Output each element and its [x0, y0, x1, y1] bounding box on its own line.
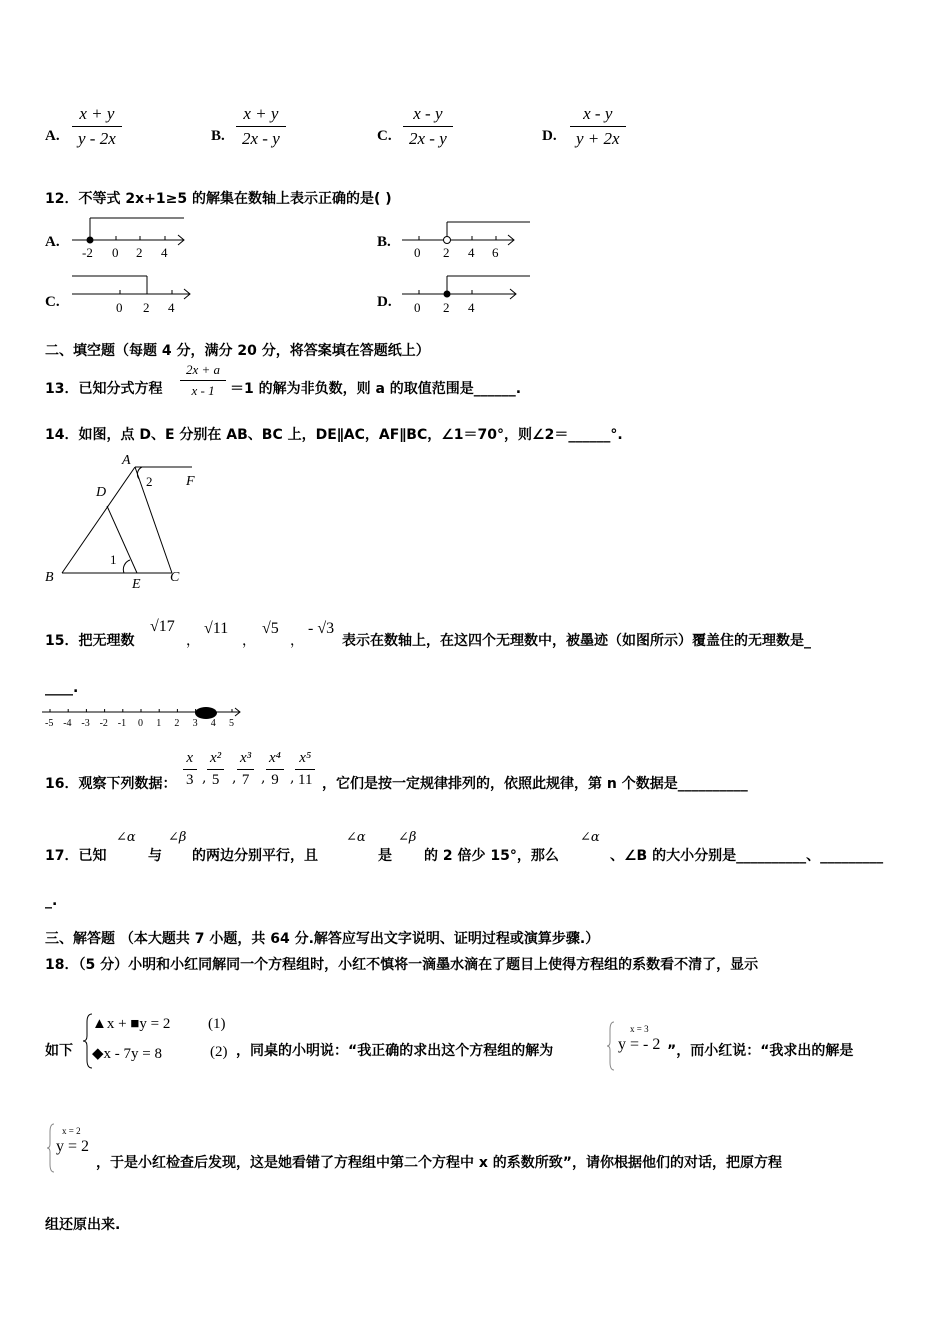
fraction	[570, 104, 626, 149]
tick-label: 2	[174, 718, 180, 729]
option-letter: B.	[211, 128, 225, 144]
q17-text: 是	[378, 848, 392, 864]
label-f: F	[186, 474, 195, 489]
q17-continuation: _.	[45, 893, 58, 909]
angle-alpha: ∠α	[346, 830, 366, 845]
tick-label: 0	[414, 300, 421, 315]
sqrt-11: √11	[204, 620, 229, 637]
tick-label: -2	[99, 718, 108, 729]
tick-label: 4	[468, 245, 475, 260]
q15-prefix: 15．把无理数	[45, 633, 135, 649]
numerator: x²	[210, 750, 222, 766]
sqrt-5: √5	[262, 620, 279, 637]
q16-prefix: 16．观察下列数据：	[45, 776, 177, 792]
solution-2-y: y = 2	[56, 1138, 90, 1155]
denominator: 3	[186, 772, 194, 788]
section-2-heading: 二、填空题（每题 4 分，满分 20 分，将答案填在答题纸上）	[45, 343, 430, 359]
tick-label: 4	[168, 300, 175, 315]
denominator: y + 2x	[576, 129, 620, 148]
number-line-a	[72, 214, 192, 262]
equation-1-number: (1)	[208, 1016, 226, 1032]
q14-geometry-figure	[40, 450, 215, 590]
tick-label: 5	[229, 718, 234, 729]
numerator: x	[186, 750, 194, 766]
fraction	[180, 362, 226, 399]
label-b: B	[45, 570, 54, 585]
label-d: D	[96, 485, 107, 500]
angle-beta: ∠β	[398, 830, 417, 845]
angle-alpha: ∠α	[580, 830, 600, 845]
tick-label: -4	[63, 718, 72, 729]
label-angle-1: 1	[110, 552, 117, 567]
denominator: 9	[271, 772, 279, 788]
tick-label: 0	[112, 245, 119, 260]
number-line-d	[402, 272, 532, 318]
option-letter: D.	[542, 128, 557, 144]
q15-suffix: 表示在数轴上，在这四个无理数中，被墨迹（如图所示）覆盖住的无理数是_	[342, 633, 811, 649]
q15-number-line	[42, 704, 247, 730]
q17-text: 的 2 倍少 15°，那么	[424, 848, 559, 864]
option-letter: D.	[377, 294, 392, 310]
fraction	[403, 104, 453, 149]
tick-label: 1	[156, 718, 162, 729]
solution-1-x: x = 3	[630, 1024, 649, 1034]
denominator: 7	[241, 772, 250, 788]
tick-label: 3	[192, 718, 198, 729]
fraction	[237, 750, 254, 789]
fraction	[236, 104, 286, 149]
option-letter: C.	[377, 128, 392, 144]
angle-beta: ∠β	[168, 830, 187, 845]
fraction	[295, 750, 315, 789]
left-brace	[46, 1122, 56, 1174]
denominator: 2x - y	[409, 129, 447, 148]
label-a: A	[122, 453, 131, 468]
tick-label: -5	[45, 718, 54, 729]
q16-suffix: ，它们是按一定规律排列的，依照此规律，第 n 个数据是__________	[322, 776, 748, 792]
number-line-c	[72, 272, 197, 318]
fraction	[266, 750, 284, 789]
denominator: 11	[298, 772, 313, 788]
numerator: x³	[240, 750, 252, 766]
tick-label: 0	[138, 718, 143, 729]
tick-label: 0	[414, 245, 421, 260]
numerator: x - y	[413, 104, 443, 123]
numerator: x + y	[79, 104, 115, 123]
equation-2-number: (2)	[210, 1044, 228, 1060]
left-brace	[606, 1020, 616, 1072]
fraction	[183, 750, 197, 789]
equation-2: ◆x - 7y = 8	[92, 1046, 162, 1062]
option-letter: A.	[45, 128, 60, 144]
q18-text: ”，而小红说：“我求出的解是	[667, 1043, 854, 1059]
denominator: x - 1	[191, 383, 215, 398]
tick-label: -3	[81, 718, 90, 729]
label-e: E	[132, 577, 141, 590]
q13-prefix: 13．已知分式方程	[45, 381, 163, 397]
q18-line3: ，于是小红检查后发现，这是她看错了方程组中第二个方程中 x 的系数所致”，请你根据他们的对话，把原方程	[96, 1155, 782, 1171]
number-line-b	[402, 214, 532, 262]
option-letter: B.	[377, 234, 391, 250]
fraction	[72, 104, 122, 149]
tick-label: -2	[82, 245, 93, 260]
angle-alpha: ∠α	[116, 830, 136, 845]
hollow-dot	[444, 237, 451, 244]
q18-text: ，同桌的小明说：“我正确的求出这个方程组的解为	[236, 1043, 554, 1059]
numerator: x⁴	[269, 750, 281, 766]
numerator: x - y	[583, 104, 613, 123]
tick-label: 4	[468, 300, 475, 315]
label-angle-2: 2	[146, 474, 153, 489]
option-letter: A.	[45, 234, 60, 250]
q18-prefix: 如下	[45, 1043, 73, 1059]
neg-sqrt-3: - √3	[308, 620, 335, 637]
denominator: y - 2x	[78, 129, 116, 148]
label-c: C	[170, 570, 180, 585]
equation-1: ▲x + ■y = 2	[92, 1016, 171, 1032]
numerator: 2x + a	[186, 362, 221, 377]
tick-label: 4	[210, 718, 216, 729]
q13-suffix: ＝1 的解为非负数，则 a 的取值范围是______.	[230, 381, 522, 397]
tick-label: 4	[161, 245, 168, 260]
q17-text: 的两边分别平行，且	[192, 848, 318, 864]
numerator: x⁵	[299, 750, 312, 766]
denominator: 2x - y	[242, 129, 280, 148]
tick-label: 0	[116, 300, 123, 315]
q15-continuation: ____.	[45, 680, 79, 696]
tick-label: -1	[117, 718, 127, 729]
tick-label: 2	[143, 300, 150, 315]
q18-line4: 组还原出来.	[45, 1217, 121, 1233]
q17-text: 17．已知	[45, 848, 107, 864]
tick-label: 2	[443, 245, 450, 260]
solution-1-y: y = - 2	[618, 1036, 661, 1053]
q12-stem: 12．不等式 2x+1≥5 的解集在数轴上表示正确的是( )	[45, 191, 392, 207]
tick-label: 2	[443, 300, 450, 315]
solid-dot	[87, 237, 94, 244]
tick-label: 2	[136, 245, 143, 260]
section-3-heading: 三、解答题 （本大题共 7 小题，共 64 分.解答应写出文字说明、证明过程或演算步骤.）	[45, 931, 600, 947]
q17-text: 与	[148, 848, 162, 864]
ink-blot	[195, 707, 217, 719]
q17-text: 、∠B 的大小分别是__________、_________	[610, 848, 884, 864]
solid-dot	[444, 291, 451, 298]
fraction	[207, 750, 224, 789]
numerator: x + y	[243, 104, 279, 123]
tick-label: 6	[492, 245, 499, 260]
solution-2-x: x = 2	[62, 1126, 81, 1136]
q18-line1: 18．（5 分）小明和小红同解同一个方程组时，小红不慎将一滴墨水滴在了题目上使得方程组的系数看不清了，显示	[45, 957, 759, 973]
q14-stem: 14．如图，点 D、E 分别在 AB、BC 上，DE∥AC，AF∥BC，∠1＝70°，则∠2＝______°.	[45, 427, 623, 443]
denominator: 5	[211, 772, 220, 788]
sqrt-17: √17	[150, 618, 175, 635]
option-letter: C.	[45, 294, 60, 310]
